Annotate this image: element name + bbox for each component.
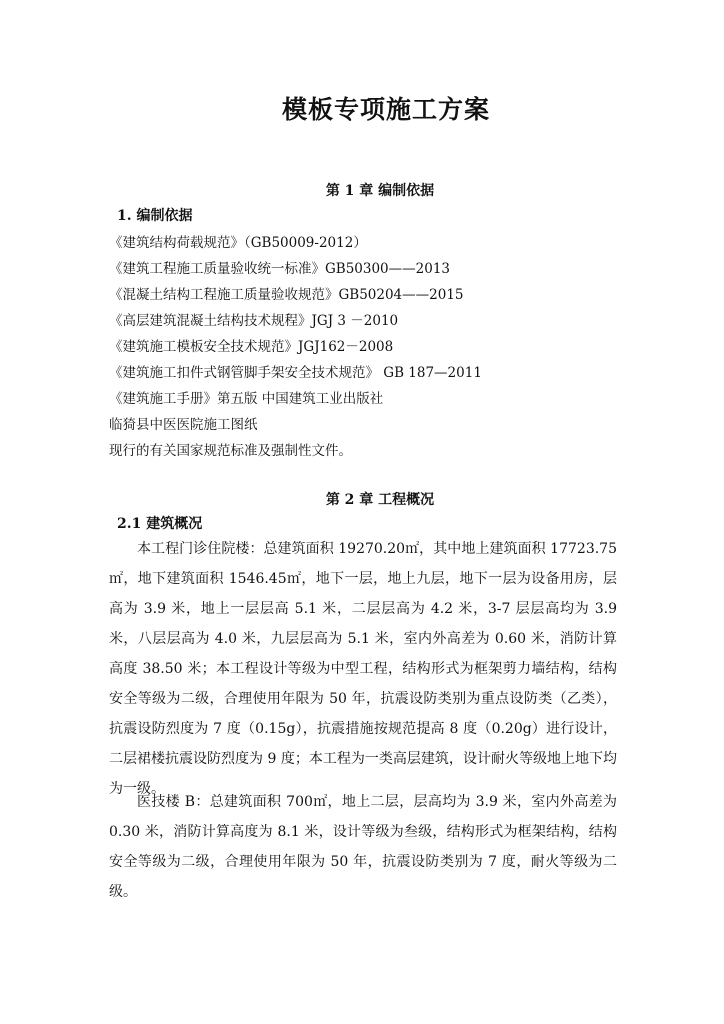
chapter-1-heading: 第 1 章 编制依据 — [325, 183, 435, 199]
reference-item: 《混凝土结构工程施工质量验收规范》GB50204——2015 — [109, 287, 464, 303]
reference-item: 临猗县中医医院施工图纸 — [109, 417, 258, 433]
section-2-1-heading: 2.1 建筑概况 — [117, 516, 203, 532]
medical-tech-building-paragraph: 医技楼 B：总建筑面积 700㎡，地上二层，层高均为 3.9 米，室内外高差为 0.30 米，消防计算高度为 8.1 米，设计等级为叁级，结构形式为框架结构，结构安全等级为二级，合理使用年限为 50 年，抗震设防类别为 7 度，耐火等级为二级。 — [109, 794, 617, 900]
reference-item: 《建筑施工手册》第五版 中国建筑工业出版社 — [109, 391, 384, 407]
section-1-heading: 1. 编制依据 — [117, 208, 193, 224]
reference-item: 《建筑工程施工质量验收统一标准》GB50300——2013 — [109, 261, 451, 277]
reference-item: 《建筑施工扣件式钢管脚手架安全技术规范》 GB 187—2011 — [109, 365, 482, 381]
reference-item: 现行的有关国家规范标准及强制性文件。 — [109, 443, 352, 459]
building-overview-paragraph: 本工程门诊住院楼：总建筑面积 19270.20㎡，其中地上建筑面积 17723.75㎡，地下建筑面积 1546.45㎡，地下一层，地上九层，地下一层为设备用房，层高为 3.9 米，地上一层层高 5.1 米，二层层高为 4.2 米，3-7 层层高均为 3.9 米，八层层高为 4.0 米，九层层高为 5.1 米，室内外高差为 0.60 米，消防计算高度 38.50 米；本工程设计等级为中型工程，结构形式为框架剪力墙结构，结构安全等级为二级，合理使用年限为 50 年，抗震设防类别为重点设防类（乙类），抗震设防烈度为 7 度（0.15g），抗震措施按规范提高 8 度（0.20g）进行设计，二层裙楼抗震设防烈度为 9 度；本工程为一类高层建筑，设计耐火等级地上地下均为一级。 — [109, 541, 617, 797]
reference-item: 《建筑结构荷载规范》（GB50009-2012） — [109, 235, 367, 251]
document-title: 模板专项施工方案 — [281, 95, 490, 124]
reference-item: 《建筑施工模板安全技术规范》JGJ162－2008 — [109, 339, 394, 355]
reference-item: 《高层建筑混凝土结构技术规程》JGJ 3 －2010 — [109, 313, 399, 329]
reference-list — [109, 230, 482, 464]
chapter-2-heading: 第 2 章 工程概况 — [325, 492, 435, 508]
